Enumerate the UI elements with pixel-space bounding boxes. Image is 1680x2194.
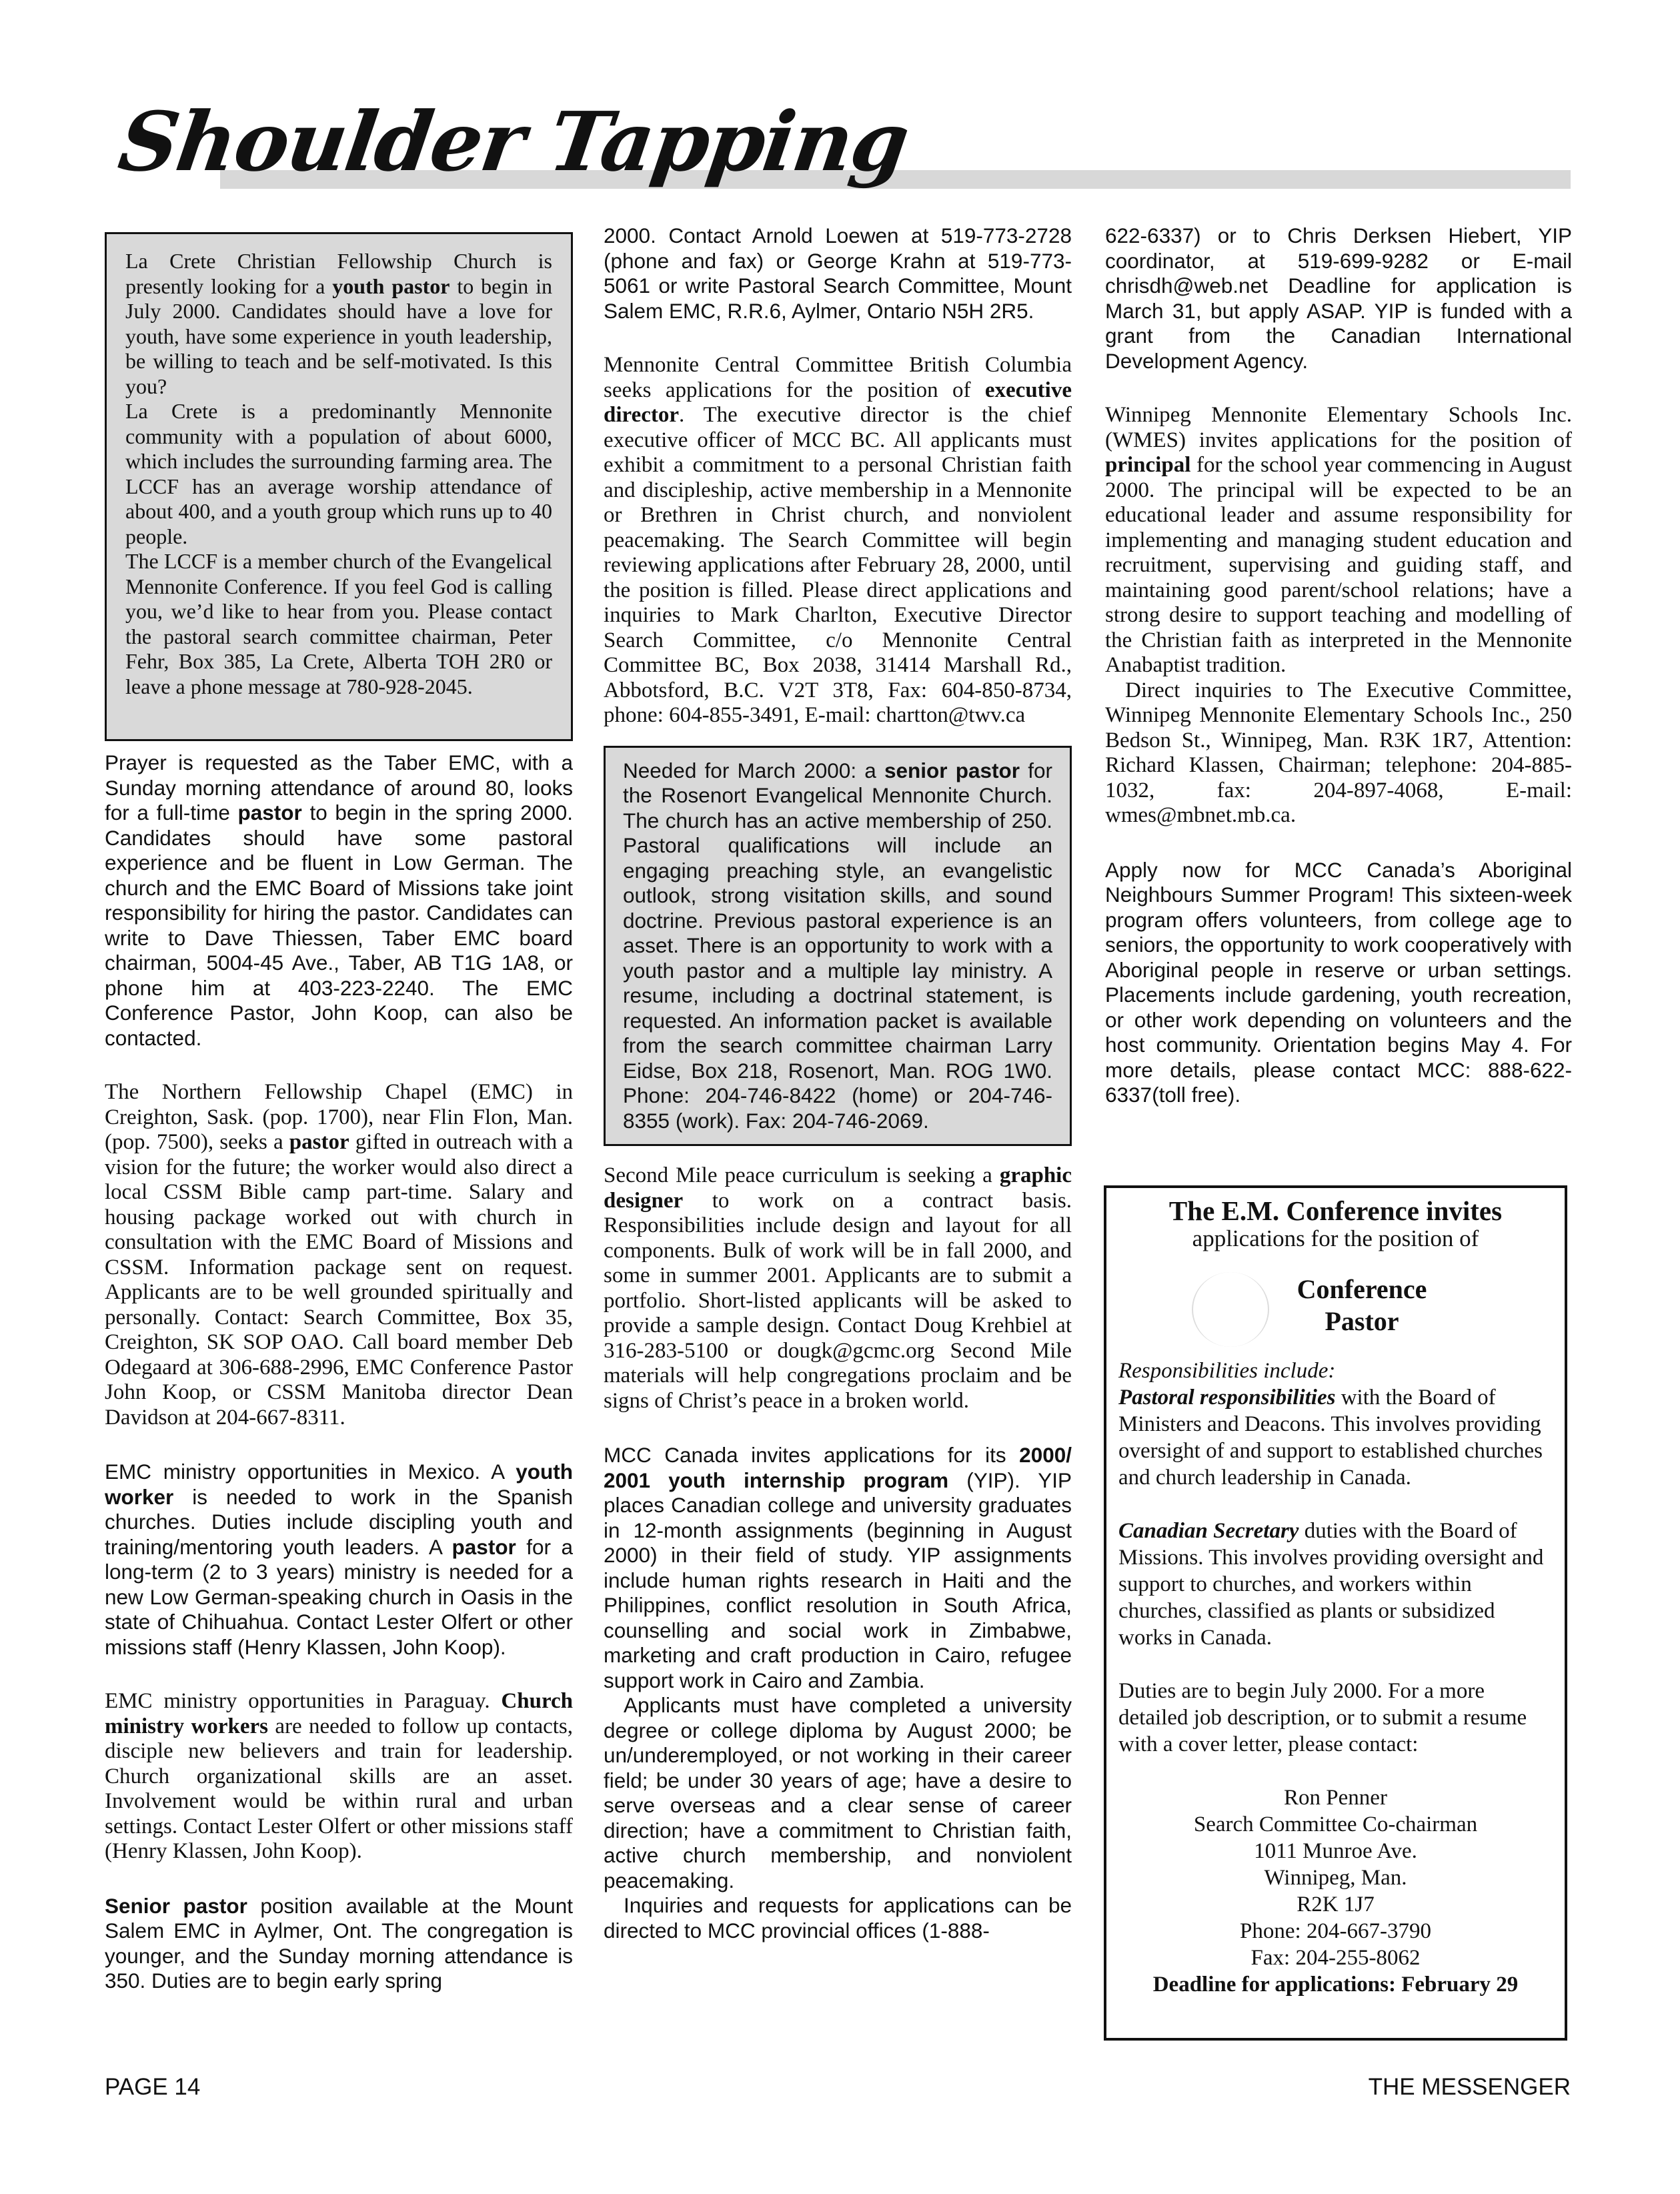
ad-contact-block bbox=[1118, 1784, 1553, 1998]
text-run: to begin in the spring 2000. Candidates should have some pastoral experience and be fluent in Low German. The church and the EMC Board of Missions take joint responsibility for hiring the pastor. Candidates can write to Dave Thiessen, Taber EMC board chairman, 5004-45 Ave., Taber, AB T1G 1A8, or phone him at 403-223-2240. The EMC Conference Pastor, John Koop, can also be contacted. bbox=[105, 800, 573, 1050]
ad-contact-phone: Phone: 204-667-3790 bbox=[1240, 1919, 1431, 1943]
ad-contact-fax: Fax: 204-255-8062 bbox=[1250, 1946, 1421, 1970]
text-run: to begin in July 2000. Candidates should have a love for youth, have some experience in youth leadership, be willing to teach and be self-motivated. Is this you? bbox=[125, 273, 553, 398]
text-run: for the school year commencing in August 2000. The principal will be expected to be an educational leader and assume responsibility for implementing and managing student education and recruitment, supervising and guiding staff, and maintaining good parent/school relations; have a strong desire to support teaching and modelling of the Christian faith as interpreted in the Mennonite Anabaptist tradition. bbox=[1105, 453, 1572, 677]
ad-resp-label: Responsibilities include: bbox=[1118, 1359, 1336, 1383]
mount-salem-continued: 2000. Contact Arnold Loewen at 519-773-2728 (phone and fax) or George Krahn at 519-773-5061 or write Pastoral Search Committee, Mount Salem EMC, R.R.6, Aylmer, Ontario N5H 2R5. bbox=[604, 223, 1072, 323]
rosenort-listing bbox=[623, 758, 1052, 1134]
text-run: EMC ministry opportunities in Paraguay. bbox=[105, 1689, 502, 1713]
ad-secretary-para bbox=[1118, 1518, 1553, 1651]
decorative-circle bbox=[1192, 1272, 1269, 1347]
yip-requirements: Applicants must have completed a university degree or college diploma by August 2000; be un/underemployed, or not working in their career field; be under 30 years of age; have a desire to serve overseas and a clear sense of career direction; have a commitment to Christian faith, active church membership, and nonviolent peacemaking. bbox=[604, 1693, 1072, 1892]
text-run: gifted in outreach with a vision for the future; the worker would also direct a local CSSM Bible camp part-time. Salary and housing package worked out with church in consultation with the EMC Board of Missions and CSSM. Information package sent on request. Applicants are to be well grounded spiritually and personally. Contact: Search Committee, Box 35, Creighton, SK SOP OAO. Call board member Deb Odegaard at 306-688-2996, EMC Conference Pastor John Koop, or CSSM Manitoba director Dean Davidson at 204-667-8311. bbox=[105, 1130, 573, 1430]
text-run: La Crete Christian Fellowship Church is presently looking for a bbox=[125, 249, 552, 298]
bold-run: youth worker bbox=[105, 1460, 573, 1509]
text-run: MCC Canada invites applications for its bbox=[604, 1443, 1020, 1467]
wmes-listing bbox=[1105, 403, 1572, 678]
text-run: is needed to work in the Spanish churches. Duties include discipling youth and training/mentoring youth leaders. A bbox=[105, 1484, 573, 1559]
bold-run: pastor bbox=[237, 800, 302, 825]
ad-position-line-2: Pastor bbox=[1325, 1306, 1399, 1336]
bold-run: principal bbox=[1105, 453, 1191, 477]
bold-run: pastor bbox=[452, 1534, 516, 1559]
wmes-inquiries: Direct inquiries to The Executive Committee, Winnipeg Mennonite Elementary Schools Inc., 250 Bedson St., Winnipeg, Man. R3K 1R7, Attention: Richard Klassen, Chairman; telephone: 204-885-1032, fax: 204-897-4068, E-mail: wmes@mbnet.mb.ca. bbox=[1105, 678, 1572, 827]
page-number: PAGE 14 bbox=[105, 2074, 201, 2100]
rosenort-ad-box bbox=[604, 746, 1072, 1147]
bold-run: Senior pastor bbox=[105, 1893, 247, 1918]
column-2 bbox=[604, 223, 1072, 1943]
ad-pastoral-bold: Pastoral responsibilities bbox=[1118, 1386, 1336, 1410]
la-crete-para-2: La Crete is a predominantly Mennonite community with a population of about 6000, which includes the surrounding farming area. The LCCF has an average worship attendance of about 400, and a youth group which runs up to 40 people. bbox=[125, 399, 552, 548]
aboriginal-program-listing: Apply now for MCC Canada’s Aboriginal Neighbours Summer Program! This sixteen-week program offers volunteers, from college age to seniors, the opportunity to work cooperatively with Aboriginal people in reserve or urban settings. Placements include gardening, youth recreation, or other work depending on volunteers and the host community. Orientation begins May 4. For more details, please contact MCC: 888-622-6337(toll free). bbox=[1105, 857, 1572, 1107]
ad-deadline: Deadline for applications: February 29 bbox=[1152, 1973, 1519, 1997]
ad-pastoral-rest: with the Board of Ministers and Deacons. This involves providing oversight of and support to established churches and church leadership in Canada. bbox=[1118, 1386, 1543, 1490]
ad-secretary-rest: duties with the Board of Missions. This involves providing oversight and support to churches, and workers within churches, classified as plants or subsidized works in Canada. bbox=[1118, 1519, 1544, 1650]
text-run: EMC ministry opportunities in Mexico. A bbox=[105, 1460, 516, 1484]
text-run: Mennonite Central Committee British Columbia seeks applications for the position of bbox=[604, 353, 1072, 402]
text-run: Needed for March 2000: a bbox=[623, 758, 885, 782]
yip-continued: 622-6337) or to Chris Derksen Hiebert, YIP coordinator, at 519-699-9282 or E-mail chrisdh@web.net Deadline for application is March 31, but apply ASAP. YIP is funded with a grant from the Canadian International Development Agency. bbox=[1105, 223, 1572, 373]
mount-salem-listing bbox=[105, 1894, 573, 1994]
ad-secretary-bold: Canadian Secretary bbox=[1118, 1519, 1299, 1543]
ad-position-line-1: Conference bbox=[1297, 1274, 1427, 1304]
la-crete-para-1 bbox=[125, 249, 552, 399]
text-run: are needed to follow up contacts, disciple new believers and train for leadership. Church organizational skills are an asset. Involvement would be within rural and urban settings. Contact Lester Olfert or other missions staff (Henry Klassen, John Koop). bbox=[105, 1714, 573, 1863]
page-title: Shoulder Tapping bbox=[113, 93, 914, 189]
ad-position-block bbox=[1118, 1252, 1553, 1352]
text-run: position available at the Mount Salem EMC in Aylmer, Ont. The congregation is younger, and the Sunday morning attendance is 350. Duties are to begin early spring bbox=[105, 1893, 573, 1993]
text-run: for a long-term (2 to 3 years) ministry is needed for a new Low German-speaking church in Oasis in the state of Chihuahua. Contact Lester Olfert or other missions staff (Henry Klassen, John Koop). bbox=[105, 1534, 573, 1659]
ad-headline: The E.M. Conference invites bbox=[1168, 1195, 1503, 1226]
bold-run: senior pastor bbox=[884, 758, 1020, 782]
text-run: Second Mile peace curriculum is seeking a bbox=[604, 1163, 1000, 1187]
mcc-bc-listing bbox=[604, 353, 1072, 728]
em-conference-ad bbox=[1104, 1185, 1567, 2041]
northern-fellowship-listing bbox=[105, 1080, 573, 1430]
paraguay-listing bbox=[105, 1689, 573, 1864]
ad-duties: Duties are to begin July 2000. For a more detailed job description, or to submit a resume with a cover letter, please contact: bbox=[1118, 1679, 1527, 1756]
yip-listing bbox=[604, 1443, 1072, 1693]
bold-run: youth pastor bbox=[332, 273, 450, 298]
mexico-listing bbox=[105, 1460, 573, 1660]
text-run: Winnipeg Mennonite Elementary Schools Inc. (WMES) invites applications for the position of bbox=[1105, 403, 1572, 452]
column-3 bbox=[1105, 223, 1572, 1137]
text-run: (YIP). YIP places Canadian college and university graduates in 12-month assignments (beginning in August 2000) in their field of study. YIP assignments include human rights research in Haiti and the Philippines, conflict resolution in South Africa, counselling and social work in Zimbabwe, marketing and craft production in Cairo, refugee support work in Cairo and Zambia. bbox=[604, 1468, 1072, 1692]
yip-inquiries: Inquiries and requests for applications can be directed to MCC provincial offices (1-888- bbox=[604, 1893, 1072, 1943]
ad-pastoral-para bbox=[1118, 1384, 1553, 1491]
ad-contact-postal: R2K 1J7 bbox=[1297, 1892, 1375, 1916]
ad-contact-addr1: 1011 Munroe Ave. bbox=[1254, 1839, 1417, 1863]
text-run: for the Rosenort Evangelical Mennonite Church. The church has an active membership of 250. Pastoral qualifications will include an engaging preaching style, an evangelistic outlook, strong visitation skills, and sound doctrine. Previous pastoral experience is an asset. There is an opportunity to work with a youth pastor and a multiple lay ministry. A resume, including a doctrinal statement, is requested. An information packet is available from the search committee chairman Larry Eidse, Box 218, Rosenort, Man. ROG 1W0. Phone: 204-746-8422 (home) or 204-746-8355 (work). Fax: 204-746-2069. bbox=[623, 758, 1052, 1133]
la-crete-ad-box bbox=[105, 232, 573, 741]
bold-run: Church ministry workers bbox=[105, 1689, 573, 1738]
text-run: The Northern Fellowship Chapel (EMC) in Creighton, Sask. (pop. 1700), near Flin Flon, Man. (pop. 7500), seeks a bbox=[105, 1080, 573, 1154]
bold-run: graphic designer bbox=[604, 1163, 1072, 1213]
ad-contact-addr2: Winnipeg, Man. bbox=[1264, 1866, 1407, 1890]
ad-subhead: applications for the position of bbox=[1192, 1225, 1479, 1251]
ad-contact-name: Ron Penner bbox=[1284, 1786, 1387, 1810]
column-1 bbox=[105, 232, 573, 1994]
text-run: Prayer is requested as the Taber EMC, with a Sunday morning attendance of around 80, looks for a full-time bbox=[105, 750, 573, 825]
second-mile-listing bbox=[604, 1163, 1072, 1414]
text-run: to work on a contract basis. Responsibilities include design and layout for all components. Bulk of work will be in fall 2000, and some in summer 2001. Applicants are to submit a portfolio. Short-listed applicants will be asked to provide a sample design. Contact Doug Krehbiel at 316-283-5100 or dougk@gcmc.org Second Mile materials will help congregations proclaim and be signs of Christ’s peace in a broken world. bbox=[604, 1188, 1072, 1413]
taber-listing bbox=[105, 750, 573, 1051]
bold-run: executive director bbox=[604, 378, 1072, 427]
ad-contact-title: Search Committee Co-chairman bbox=[1193, 1812, 1478, 1836]
la-crete-para-3: The LCCF is a member church of the Evangelical Mennonite Conference. If you feel God is calling you, we’d like to hear from you. Please contact the pastoral search committee chairman, Peter Fehr, Box 385, La Crete, Alberta TOH 2R0 or leave a phone message at 780-928-2045. bbox=[125, 549, 552, 698]
bold-run: pastor bbox=[289, 1130, 349, 1154]
text-run: . The executive director is the chief executive officer of MCC BC. All applicants must exhibit a commitment to a personal Christian faith and discipleship, active membership in a Mennonite or Brethren in Christ church, and nonviolent peacemaking. The Search Committee will begin reviewing applications after February 28, 2000, until the position is filled. Please direct applications and inquiries to Mark Charlton, Executive Director Search Committee, c/o Mennonite Central Committee BC, Box 2038, 31414 Marshall Rd., Abbotsford, B.C. V2T 3T8, Fax: 604-850-8734, phone: 604-855-3491, E-mail: chartton@twv.ca bbox=[604, 403, 1072, 727]
publication-name: THE MESSENGER bbox=[1368, 2074, 1571, 2100]
bold-run: 2000/ 2001 youth internship program bbox=[604, 1443, 1072, 1492]
